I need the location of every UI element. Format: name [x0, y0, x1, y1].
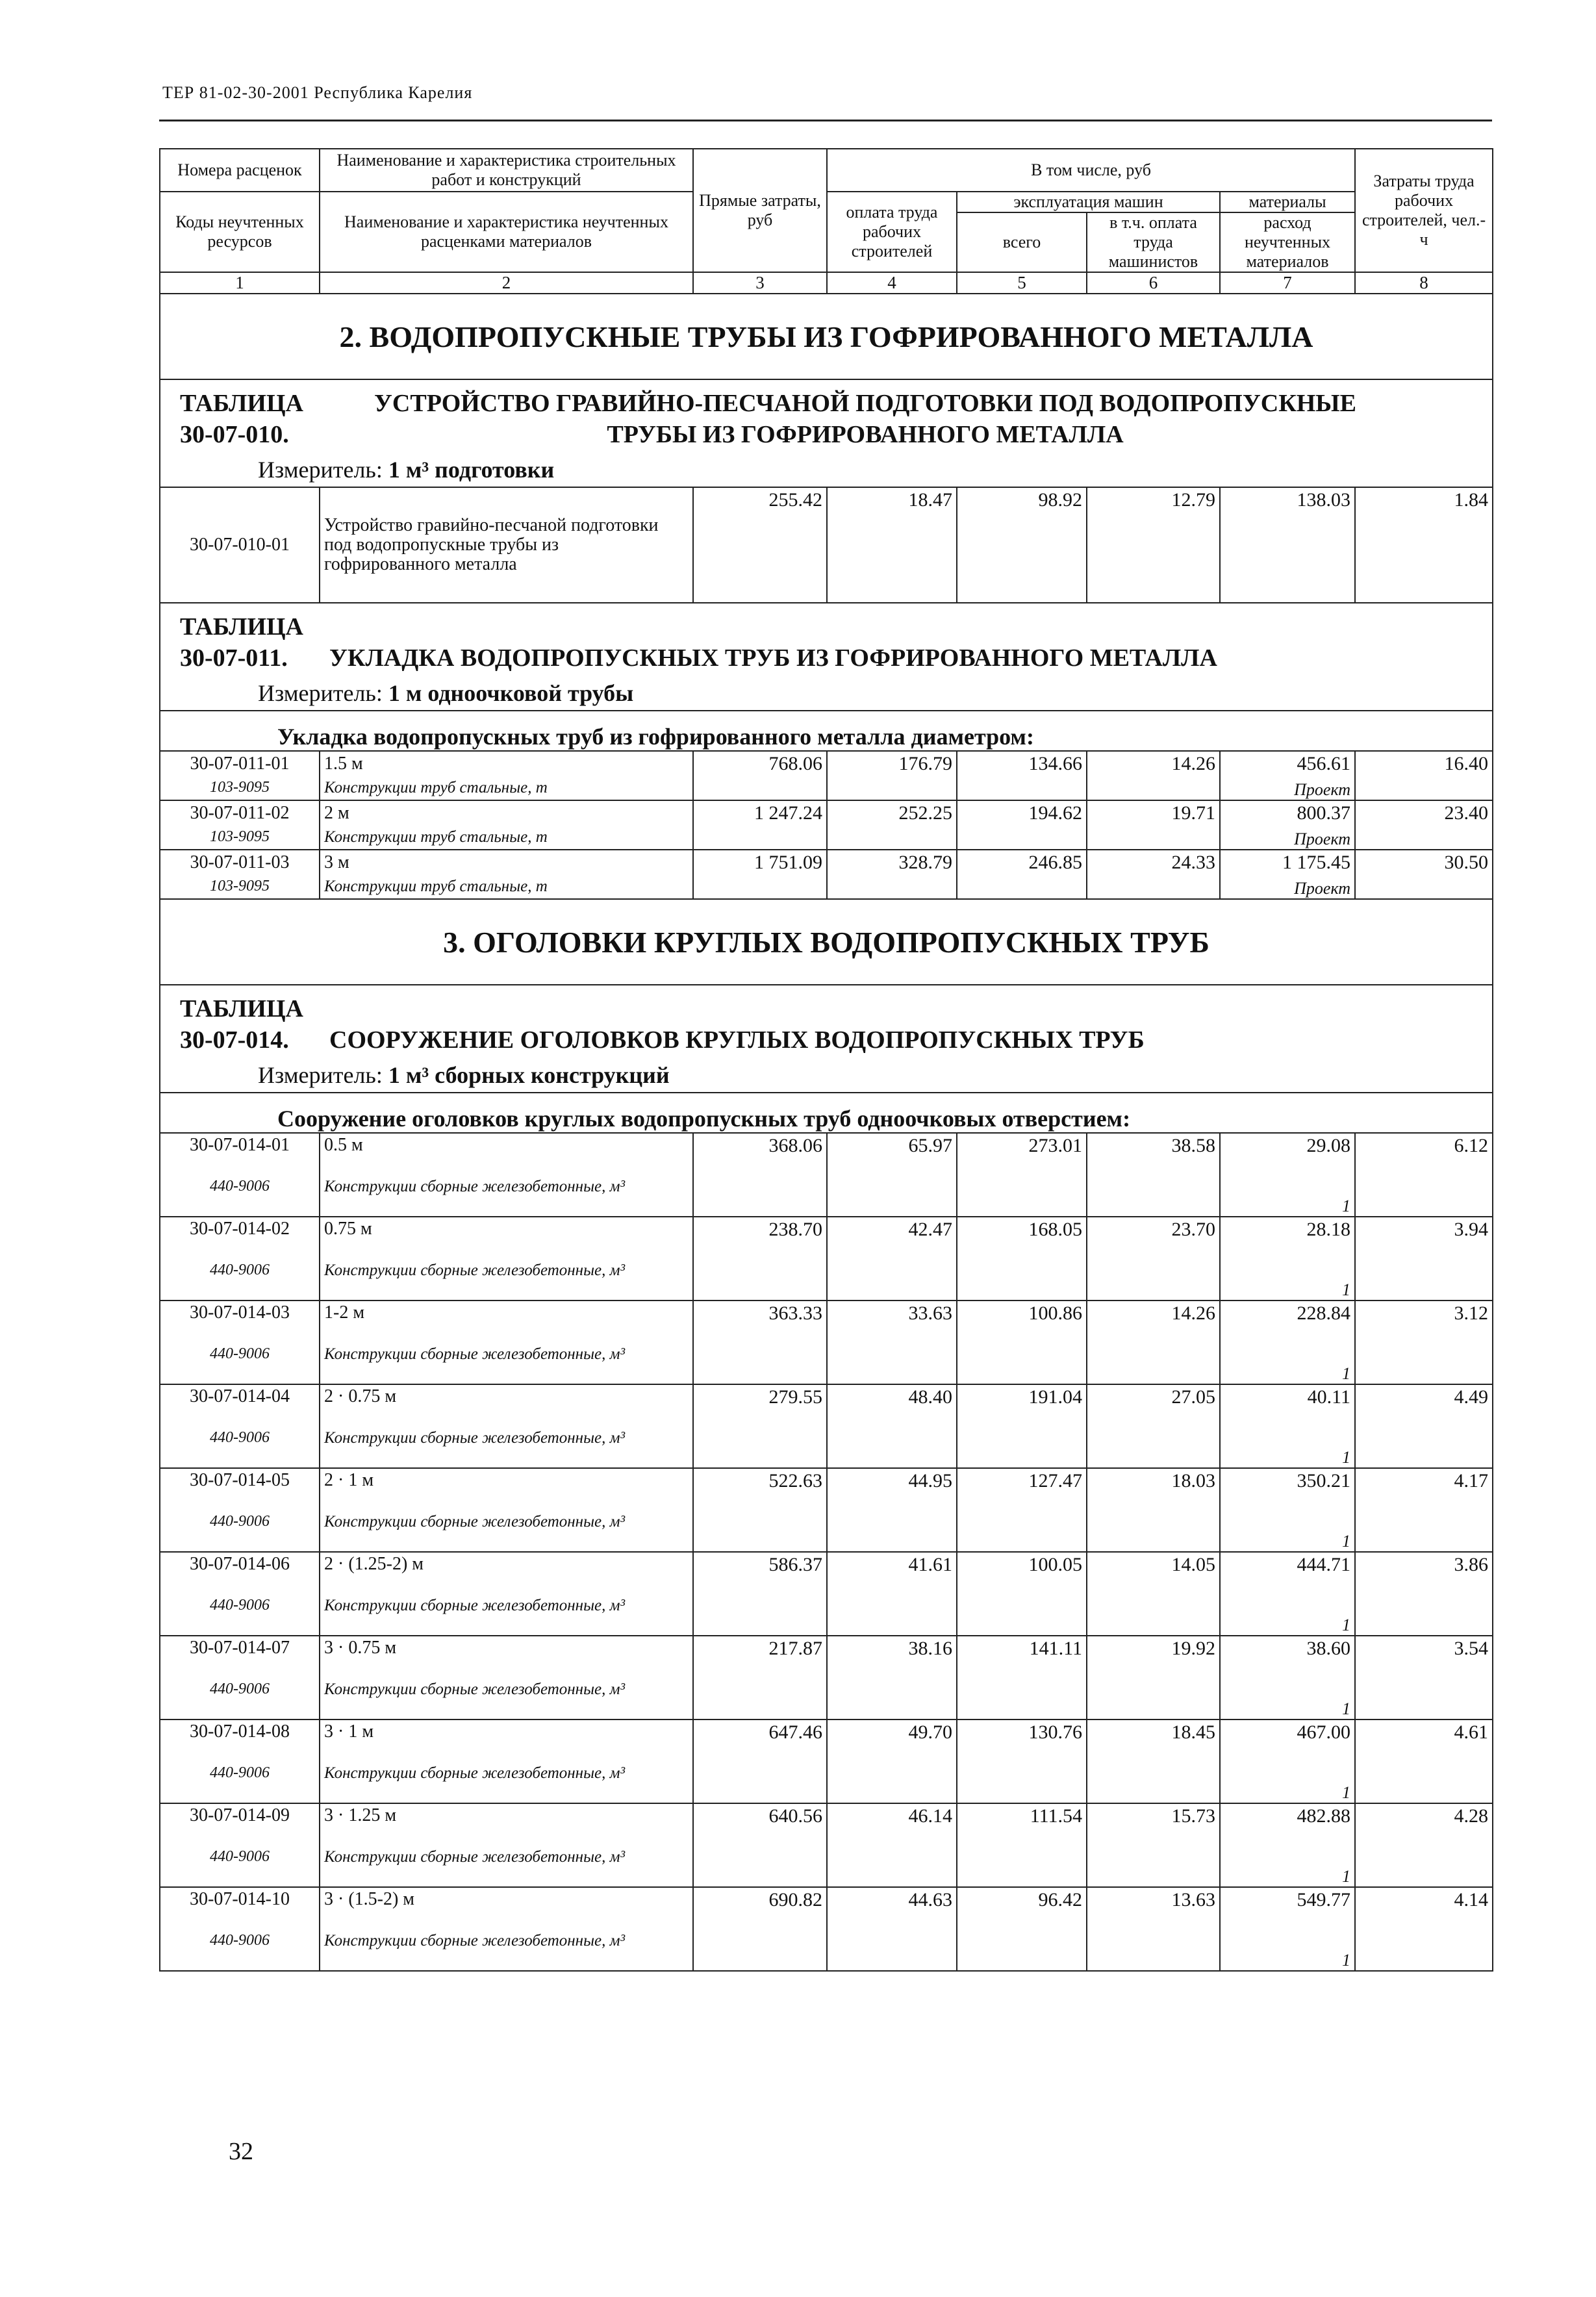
direct-costs: 255.42 [693, 487, 827, 603]
direct-costs: 690.82 [693, 1887, 827, 1971]
material-consumption: 1 [1220, 1744, 1355, 1803]
labor: 4.17 [1355, 1468, 1493, 1552]
measure-value: 1 м³ подготовки [388, 457, 555, 483]
resource-code: 440-9006 [160, 1744, 320, 1803]
materials: 29.08 [1220, 1133, 1355, 1157]
material-consumption: 1 [1220, 1576, 1355, 1636]
table-title [160, 379, 1493, 453]
rate-code: 30-07-014-01 [160, 1133, 320, 1157]
work-name: 2 · (1.25-2) м [320, 1552, 693, 1576]
operators-wages: 19.92 [1087, 1636, 1220, 1720]
material-name: Конструкции сборные железобетонные, м³ [320, 1241, 693, 1301]
material-name: Конструкции сборные железобетонные, м³ [320, 1157, 693, 1217]
operators-wages: 18.03 [1087, 1468, 1220, 1552]
machines-total: 134.66 [957, 751, 1087, 800]
table-row [160, 751, 1493, 776]
direct-costs: 1 751.09 [693, 850, 827, 899]
table-number: ТАБЛИЦА 30-07-011. [180, 613, 303, 672]
table-name: СООРУЖЕНИЕ ОГОЛОВКОВ КРУГЛЫХ ВОДОПРОПУСКНЫХ ТРУБ [329, 1026, 1145, 1054]
table-row [160, 1384, 1493, 1408]
col-number: 1 [160, 272, 320, 294]
section-title: 2. ВОДОПРОПУСКНЫЕ ТРУБЫ ИЗ ГОФРИРОВАННОГО МЕТАЛЛА [160, 294, 1493, 379]
material-consumption: 1 [1220, 1157, 1355, 1217]
material-consumption: 1 [1220, 1492, 1355, 1552]
resource-code: 440-9006 [160, 1576, 320, 1636]
col-number: 5 [957, 272, 1087, 294]
materials: 456.61 [1220, 751, 1355, 776]
table-row [160, 1468, 1493, 1492]
material-name: Конструкции труб стальные, т [320, 825, 693, 850]
table-number: ТАБЛИЦА 30-07-014. [180, 995, 303, 1054]
col-header-codes: Номера расценок [160, 149, 320, 192]
measure-value: 1 м одноочковой трубы [388, 680, 634, 706]
machines-total: 168.05 [957, 1217, 1087, 1301]
materials: 138.03 [1220, 487, 1355, 603]
work-name: 3 · 1.25 м [320, 1803, 693, 1827]
labor: 4.61 [1355, 1720, 1493, 1803]
labor: 3.12 [1355, 1301, 1493, 1384]
col-header-machines-total: всего [957, 212, 1087, 272]
measure-label: Измеритель: [258, 457, 383, 483]
work-name: 3 · 0.75 м [320, 1636, 693, 1660]
materials: 228.84 [1220, 1301, 1355, 1325]
col-number: 4 [827, 272, 957, 294]
materials: 444.71 [1220, 1552, 1355, 1576]
machines-total: 141.11 [957, 1636, 1087, 1720]
machines-total: 100.05 [957, 1552, 1087, 1636]
machines-total: 246.85 [957, 850, 1087, 899]
wages: 48.40 [827, 1384, 957, 1468]
rate-code: 30-07-014-10 [160, 1887, 320, 1911]
materials: 800.37 [1220, 800, 1355, 825]
table-name: УСТРОЙСТВО ГРАВИЙНО-ПЕСЧАНОЙ ПОДГОТОВКИ ПОД ВОДОПРОПУСКНЫЕ ТРУБЫ ИЗ ГОФРИРОВАННОГО МЕТАЛЛА [374, 390, 1356, 448]
col-number: 3 [693, 272, 827, 294]
labor: 4.49 [1355, 1384, 1493, 1468]
wages: 46.14 [827, 1803, 957, 1887]
col-header-wages: оплата труда рабочих строителей [827, 192, 957, 272]
machines-total: 111.54 [957, 1803, 1087, 1887]
direct-costs: 238.70 [693, 1217, 827, 1301]
work-name: Устройство гравийно-песчаной подготовки под водопропускные трубы из гофрированного металла [320, 487, 693, 603]
resource-code: 103-9095 [160, 874, 320, 899]
wages: 252.25 [827, 800, 957, 850]
machines-total: 127.47 [957, 1468, 1087, 1552]
direct-costs: 522.63 [693, 1468, 827, 1552]
machines-total: 191.04 [957, 1384, 1087, 1468]
work-name: 1-2 м [320, 1301, 693, 1325]
wages: 33.63 [827, 1301, 957, 1384]
rate-code: 30-07-014-05 [160, 1468, 320, 1492]
table-row [160, 1720, 1493, 1744]
material-name: Конструкции сборные железобетонные, м³ [320, 1744, 693, 1803]
price-table [159, 148, 1493, 1972]
rate-code: 30-07-014-03 [160, 1301, 320, 1325]
resource-code: 440-9006 [160, 1827, 320, 1887]
material-consumption: 1 [1220, 1660, 1355, 1720]
labor: 4.14 [1355, 1887, 1493, 1971]
material-consumption: 1 [1220, 1408, 1355, 1468]
table-row [160, 1803, 1493, 1827]
wages: 38.16 [827, 1636, 957, 1720]
materials: 1 175.45 [1220, 850, 1355, 874]
operators-wages: 23.70 [1087, 1217, 1220, 1301]
wages: 65.97 [827, 1133, 957, 1217]
resource-code: 440-9006 [160, 1241, 320, 1301]
work-name: 0.5 м [320, 1133, 693, 1157]
col-header-name: Наименование и характеристика строительных работ и конструкций [320, 149, 693, 192]
machines-total: 194.62 [957, 800, 1087, 850]
col-header-materials: материалы [1220, 192, 1355, 212]
table-row [160, 1133, 1493, 1157]
header-divider [159, 120, 1492, 121]
operators-wages: 19.71 [1087, 800, 1220, 850]
material-name: Конструкции труб стальные, т [320, 776, 693, 800]
labor: 16.40 [1355, 751, 1493, 800]
labor: 4.28 [1355, 1803, 1493, 1887]
measure-label: Измеритель: [258, 1062, 383, 1088]
table-row [160, 1301, 1493, 1325]
col-number: 2 [320, 272, 693, 294]
resource-code: 440-9006 [160, 1157, 320, 1217]
operators-wages: 27.05 [1087, 1384, 1220, 1468]
rate-code: 30-07-014-06 [160, 1552, 320, 1576]
material-consumption: 1 [1220, 1827, 1355, 1887]
table-row [160, 1887, 1493, 1911]
rate-code: 30-07-010-01 [160, 487, 320, 603]
rate-code: 30-07-011-03 [160, 850, 320, 874]
wages: 18.47 [827, 487, 957, 603]
wages: 328.79 [827, 850, 957, 899]
col-header-direct-costs: Прямые затраты, руб [693, 149, 827, 272]
measure-line [160, 1058, 1493, 1093]
material-name: Конструкции сборные железобетонные, м³ [320, 1492, 693, 1552]
operators-wages: 38.58 [1087, 1133, 1220, 1217]
labor: 23.40 [1355, 800, 1493, 850]
table-title [160, 603, 1493, 676]
labor: 3.54 [1355, 1636, 1493, 1720]
col-number: 8 [1355, 272, 1493, 294]
resource-code: 440-9006 [160, 1325, 320, 1384]
col-number: 6 [1087, 272, 1220, 294]
operators-wages: 18.45 [1087, 1720, 1220, 1803]
material-consumption: 1 [1220, 1241, 1355, 1301]
work-name: 2 м [320, 800, 693, 825]
direct-costs: 586.37 [693, 1552, 827, 1636]
section-title: 3. ОГОЛОВКИ КРУГЛЫХ ВОДОПРОПУСКНЫХ ТРУБ [160, 899, 1493, 985]
direct-costs: 363.33 [693, 1301, 827, 1384]
material-name: Конструкции сборные железобетонные, м³ [320, 1325, 693, 1384]
wages: 42.47 [827, 1217, 957, 1301]
wages: 49.70 [827, 1720, 957, 1803]
labor: 30.50 [1355, 850, 1493, 899]
operators-wages: 15.73 [1087, 1803, 1220, 1887]
materials: 350.21 [1220, 1468, 1355, 1492]
resource-code: 103-9095 [160, 825, 320, 850]
direct-costs: 1 247.24 [693, 800, 827, 850]
work-name: 3 м [320, 850, 693, 874]
materials: 467.00 [1220, 1720, 1355, 1744]
col-header-operators-wages: в т.ч. оплата труда машинистов [1087, 212, 1220, 272]
resource-code: 103-9095 [160, 776, 320, 800]
measure-label: Измеритель: [258, 680, 383, 706]
materials: 28.18 [1220, 1217, 1355, 1241]
wages: 176.79 [827, 751, 957, 800]
machines-total: 273.01 [957, 1133, 1087, 1217]
direct-costs: 217.87 [693, 1636, 827, 1720]
col-header-group: В том числе, руб [827, 149, 1355, 192]
labor: 6.12 [1355, 1133, 1493, 1217]
material-consumption: Проект [1220, 825, 1355, 850]
work-name: 0.75 м [320, 1217, 693, 1241]
table-row [160, 850, 1493, 874]
resource-code: 440-9006 [160, 1911, 320, 1971]
wages: 44.63 [827, 1887, 957, 1971]
materials: 549.77 [1220, 1887, 1355, 1911]
machines-total: 98.92 [957, 487, 1087, 603]
operators-wages: 14.05 [1087, 1552, 1220, 1636]
col-header-resource-codes: Коды неучтенных ресурсов [160, 192, 320, 272]
wages: 44.95 [827, 1468, 957, 1552]
rate-code: 30-07-011-02 [160, 800, 320, 825]
material-name: Конструкции сборные железобетонные, м³ [320, 1827, 693, 1887]
materials: 40.11 [1220, 1384, 1355, 1408]
materials: 482.88 [1220, 1803, 1355, 1827]
col-header-material-consumption: расход неучтенных материалов [1220, 212, 1355, 272]
col-number: 7 [1220, 272, 1355, 294]
labor: 3.94 [1355, 1217, 1493, 1301]
direct-costs: 647.46 [693, 1720, 827, 1803]
operators-wages: 24.33 [1087, 850, 1220, 899]
page-number: 32 [229, 2138, 253, 2165]
group-heading: Сооружение оголовков круглых водопропускных труб одноочковых отверстием: [160, 1093, 1493, 1133]
table-row [160, 1552, 1493, 1576]
measure-line [160, 453, 1493, 487]
operators-wages: 12.79 [1087, 487, 1220, 603]
work-name: 2 · 0.75 м [320, 1384, 693, 1408]
material-name: Конструкции сборные железобетонные, м³ [320, 1911, 693, 1971]
resource-code: 440-9006 [160, 1492, 320, 1552]
table-name: УКЛАДКА ВОДОПРОПУСКНЫХ ТРУБ ИЗ ГОФРИРОВАННОГО МЕТАЛЛА [329, 644, 1217, 672]
machines-total: 96.42 [957, 1887, 1087, 1971]
material-name: Конструкции сборные железобетонные, м³ [320, 1576, 693, 1636]
rate-code: 30-07-014-02 [160, 1217, 320, 1241]
machines-total: 130.76 [957, 1720, 1087, 1803]
col-header-machines: эксплуатация машин [957, 192, 1220, 212]
work-name: 2 · 1 м [320, 1468, 693, 1492]
table-number: ТАБЛИЦА 30-07-010. [180, 390, 303, 448]
direct-costs: 279.55 [693, 1384, 827, 1468]
operators-wages: 13.63 [1087, 1887, 1220, 1971]
measure-value: 1 м³ сборных конструкций [388, 1062, 670, 1088]
labor: 1.84 [1355, 487, 1493, 603]
material-name: Конструкции сборные железобетонные, м³ [320, 1660, 693, 1720]
labor: 3.86 [1355, 1552, 1493, 1636]
document-header: ТЕР 81-02-30-2001 Республика Карелия [162, 83, 473, 102]
work-name: 1.5 м [320, 751, 693, 776]
group-heading: Укладка водопропускных труб из гофрированного металла диаметром: [160, 711, 1493, 751]
resource-code: 440-9006 [160, 1408, 320, 1468]
table-row [160, 800, 1493, 825]
rate-code: 30-07-014-09 [160, 1803, 320, 1827]
materials: 38.60 [1220, 1636, 1355, 1660]
measure-line [160, 676, 1493, 711]
material-consumption: Проект [1220, 776, 1355, 800]
machines-total: 100.86 [957, 1301, 1087, 1384]
work-name: 3 · (1.5-2) м [320, 1887, 693, 1911]
rate-code: 30-07-011-01 [160, 751, 320, 776]
rate-code: 30-07-014-04 [160, 1384, 320, 1408]
direct-costs: 368.06 [693, 1133, 827, 1217]
table-row [160, 1217, 1493, 1241]
material-consumption: Проект [1220, 874, 1355, 899]
operators-wages: 14.26 [1087, 1301, 1220, 1384]
rate-code: 30-07-014-07 [160, 1636, 320, 1660]
material-name: Конструкции сборные железобетонные, м³ [320, 1408, 693, 1468]
table-title [160, 985, 1493, 1058]
direct-costs: 768.06 [693, 751, 827, 800]
resource-code: 440-9006 [160, 1660, 320, 1720]
operators-wages: 14.26 [1087, 751, 1220, 800]
direct-costs: 640.56 [693, 1803, 827, 1887]
col-header-material-name: Наименование и характеристика неучтенных расценками материалов [320, 192, 693, 272]
table-row [160, 1636, 1493, 1660]
work-name: 3 · 1 м [320, 1720, 693, 1744]
material-name: Конструкции труб стальные, т [320, 874, 693, 899]
table-row [160, 487, 1493, 603]
material-consumption: 1 [1220, 1325, 1355, 1384]
col-header-labor: Затраты труда рабочих строителей, чел.-ч [1355, 149, 1493, 272]
rate-code: 30-07-014-08 [160, 1720, 320, 1744]
material-consumption: 1 [1220, 1911, 1355, 1971]
wages: 41.61 [827, 1552, 957, 1636]
